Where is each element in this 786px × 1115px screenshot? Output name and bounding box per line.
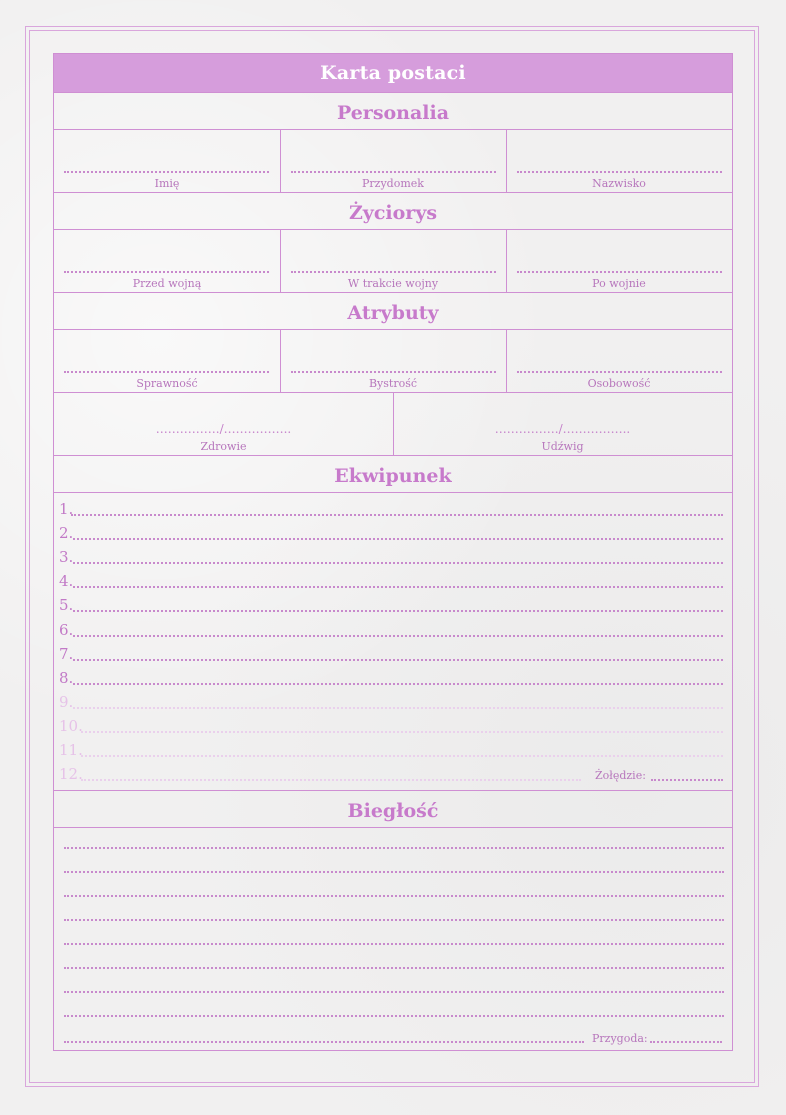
proficiency-line[interactable] [64, 991, 724, 993]
equipment-dots [73, 659, 723, 661]
equipment-dots [81, 755, 723, 757]
equipment-row[interactable] [59, 571, 727, 591]
equipment-row[interactable] [59, 716, 727, 736]
equipment-number: 10. [59, 717, 83, 735]
equipment-row[interactable] [59, 523, 727, 543]
equipment-row[interactable] [59, 499, 727, 519]
equipment-dots [81, 779, 581, 781]
equipment-row[interactable] [59, 764, 727, 784]
w-trakcie-wojny-field[interactable] [291, 271, 496, 273]
equipment-number: 9. [59, 693, 74, 711]
proficiency-line[interactable] [64, 1041, 584, 1043]
equipment-row[interactable] [59, 595, 727, 615]
character-sheet [53, 53, 733, 1051]
divider [54, 229, 732, 230]
section-title-bieglosc: Biegłość [347, 800, 439, 822]
divider [54, 492, 732, 493]
equipment-row[interactable] [59, 668, 727, 688]
imie-field[interactable] [64, 171, 269, 173]
equipment-row[interactable] [59, 644, 727, 664]
proficiency-line[interactable] [64, 967, 724, 969]
divider [54, 192, 732, 193]
equipment-dots [73, 635, 723, 637]
equipment-number: 4. [59, 572, 74, 590]
title-bar [54, 54, 732, 92]
equipment-number: 7. [59, 645, 74, 663]
przydomek-label: Przydomek [362, 177, 424, 190]
imie-label: Imię [154, 177, 180, 190]
page-title: Karta postaci [320, 62, 466, 84]
acorns-label: Żołędzie: [595, 769, 646, 782]
equipment-number: 8. [59, 669, 74, 687]
nazwisko-label: Nazwisko [592, 177, 646, 190]
przed-wojna-field[interactable] [64, 271, 269, 273]
equipment-dots [81, 731, 723, 733]
section-title-personalia: Personalia [336, 102, 450, 124]
equipment-number: 6. [59, 621, 74, 639]
przydomek-field[interactable] [291, 171, 496, 173]
przed-wojna-label: Przed wojną [132, 277, 202, 290]
adventure-field[interactable] [650, 1041, 722, 1043]
equipment-dots [73, 586, 723, 588]
udzwig-field[interactable]: ……………./…………….. [494, 422, 631, 436]
equipment-dots [73, 683, 723, 685]
section-title-ekwipunek: Ekwipunek [334, 465, 452, 487]
divider [54, 129, 732, 130]
equipment-row[interactable] [59, 692, 727, 712]
divider [54, 827, 732, 828]
osobowosc-label: Osobowość [587, 377, 651, 390]
equipment-number: 2. [59, 524, 74, 542]
proficiency-line[interactable] [64, 847, 724, 849]
proficiency-line[interactable] [64, 1015, 724, 1017]
divider [54, 92, 732, 93]
zdrowie-field[interactable]: ……………./…………….. [155, 422, 292, 436]
equipment-dots [73, 562, 723, 564]
osobowosc-field[interactable] [517, 371, 722, 373]
proficiency-line[interactable] [64, 871, 724, 873]
acorns-field[interactable] [651, 779, 723, 781]
equipment-number: 1. [59, 500, 74, 518]
divider [54, 292, 732, 293]
divider [54, 455, 732, 456]
equipment-dots [73, 707, 723, 709]
divider [54, 329, 732, 330]
po-wojnie-label: Po wojnie [592, 277, 646, 290]
nazwisko-field[interactable] [517, 171, 722, 173]
proficiency-line[interactable] [64, 919, 724, 921]
bystrosc-label: Bystrość [368, 377, 418, 390]
equipment-dots [73, 610, 723, 612]
equipment-row[interactable] [59, 620, 727, 640]
proficiency-line[interactable] [64, 895, 724, 897]
section-title-zyciorys: Życiorys [348, 202, 438, 224]
equipment-number: 5. [59, 596, 74, 614]
bystrosc-field[interactable] [291, 371, 496, 373]
equipment-dots [73, 538, 723, 540]
proficiency-line[interactable] [64, 943, 724, 945]
po-wojnie-field[interactable] [517, 271, 722, 273]
zdrowie-label: Zdrowie [200, 440, 247, 453]
equipment-number: 12. [59, 765, 83, 783]
equipment-row[interactable] [59, 547, 727, 567]
adventure-label: Przygoda: [592, 1032, 648, 1045]
w-trakcie-wojny-label: W trakcie wojny [347, 277, 439, 290]
sprawnosc-field[interactable] [64, 371, 269, 373]
equipment-number: 11. [59, 741, 83, 759]
equipment-dots [71, 514, 723, 516]
equipment-row[interactable] [59, 740, 727, 760]
sprawnosc-label: Sprawność [136, 377, 198, 390]
divider [54, 790, 732, 791]
equipment-number: 3. [59, 548, 74, 566]
section-title-atrybuty: Atrybuty [347, 302, 439, 324]
udzwig-label: Udźwig [541, 440, 584, 453]
